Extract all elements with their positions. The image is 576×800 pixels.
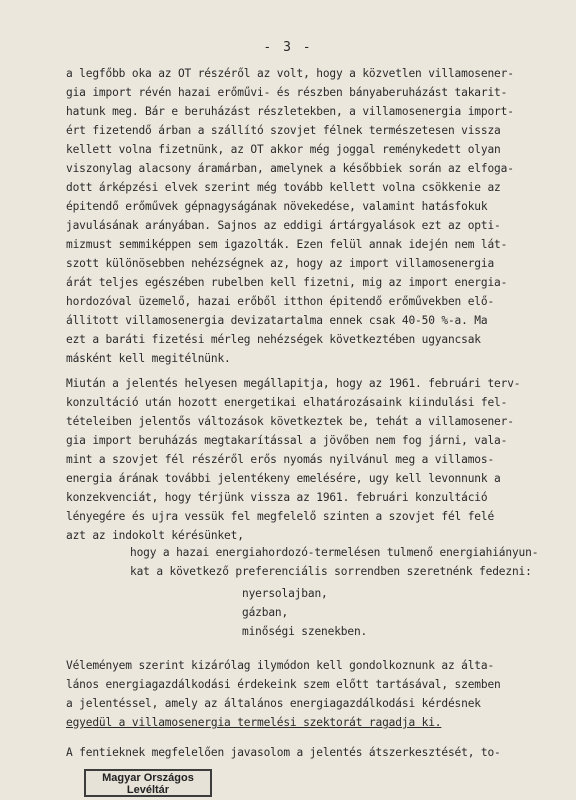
text-line: hatunk meg. Bár e beruházást részletekben, a villamosenergia import-	[66, 105, 514, 118]
text-line: dott árképzési elvek szerint még tovább kellett volna csökkenie az	[66, 181, 501, 194]
text-line: mizmust semmiképpen sem igazolták. Ezen felül annak idején nem lát-	[66, 238, 508, 251]
text-line: konzultáció után hozott energetikai elhatározásaink kiindulási fel-	[66, 396, 508, 409]
text-line: gia import révén hazai erőművi- és részben bányaberuházást takarit-	[66, 86, 508, 99]
text-line: szott különösebben nehézségnek az, hogy az import villamosenergia	[66, 257, 495, 270]
text-line: épitendő erőművek gépnagyságának növekedése, valamint hatásfokuk	[66, 200, 488, 213]
text-line: hordozóval üzemelő, hazai erőből itthon épitendő erőművekben elő-	[66, 295, 495, 308]
text-line: lényegére és ujra vessük fel megfelelő szinten a szovjet fél felé	[66, 510, 495, 523]
text-line: ezt a baráti fizetési mérleg nehézségek következtében ugyancsak	[66, 333, 481, 346]
text-line: tételeiben jelentős változások következtek be, tehát a villamosener-	[66, 415, 514, 428]
text-line: egyedül a villamosenergia termelési szektorát ragadja ki.	[66, 716, 442, 729]
text-line: a legfőbb oka az OT részéről az volt, hogy a közvetlen villamosener-	[66, 67, 514, 80]
text-line: javulásának arányában. Sajnos az eddigi ártárgyalások ezt az opti-	[66, 219, 501, 232]
text-line: viszonylag alacsony áramárban, amelynek a későbbiek során az elfoga-	[66, 162, 514, 175]
text-line: energia árának további jelentékeny emelésére, ugy kell levonnunk a	[66, 472, 501, 485]
text-line: a jelentéssel, amely az általános energiagazdálkodási kérdésnek	[66, 697, 481, 710]
text-line: minőségi szenekben.	[242, 625, 368, 638]
text-line: kellett volna fizetnünk, az OT akkor még joggal reménykedett olyan	[66, 143, 501, 156]
text-line: A fentieknek megfelelően javasolom a jelentés átszerkesztését, to-	[66, 746, 501, 759]
text-line: hogy a hazai energiahordozó-termelésen tulmenő energiahiányun-	[130, 546, 539, 559]
preference-list	[242, 584, 442, 641]
archive-stamp	[84, 769, 212, 797]
paragraph-1	[66, 64, 556, 368]
indented-request	[130, 543, 570, 581]
text-line: konzekvenciát, hogy térjünk vissza az 1961. februári konzultáció	[66, 491, 488, 504]
stamp-line-2: Levéltár	[126, 784, 170, 796]
text-line: Véleményem szerint kizárólag ilymódon kell gondolkoznunk az álta-	[66, 659, 495, 672]
paragraph-3	[66, 656, 556, 732]
text-line: másként kell megitélnünk.	[66, 352, 231, 365]
text-line: lános energiagazdálkodási érdekeink szem előtt tartásával, szemben	[66, 678, 501, 691]
text-line: ért fizetendő árban a szállító szovjet félnek természetesen vissza	[66, 124, 501, 137]
text-line: árát teljes egészében rubelben kell fizetni, mig az import energia-	[66, 276, 508, 289]
text-line: állitott villamosenergia devizatartalma ennek csak 40-50 %-a. Ma	[66, 314, 488, 327]
text-line: kat a következő preferenciális sorrendben szeretnénk fedezni:	[130, 565, 532, 578]
text-line: mint a szovjet fél részéről erős nyomás nyilvánul meg a villamos-	[66, 453, 495, 466]
text-line: gia import beruházás megtakarítással a jövőben nem fog járni, vala-	[66, 434, 508, 447]
text-line: Miután a jelentés helyesen megállapitja, hogy az 1961. februári terv-	[66, 377, 521, 390]
text-line: gázban,	[242, 606, 289, 619]
paragraph-4	[66, 743, 556, 762]
paragraph-2	[66, 374, 556, 545]
text-line: azt az indokolt kérésünket,	[66, 529, 244, 542]
text-line: nyersolajban,	[242, 587, 328, 600]
page-number: - 3 -	[263, 40, 313, 55]
stamp-line-1: Magyar Országos	[102, 772, 194, 784]
